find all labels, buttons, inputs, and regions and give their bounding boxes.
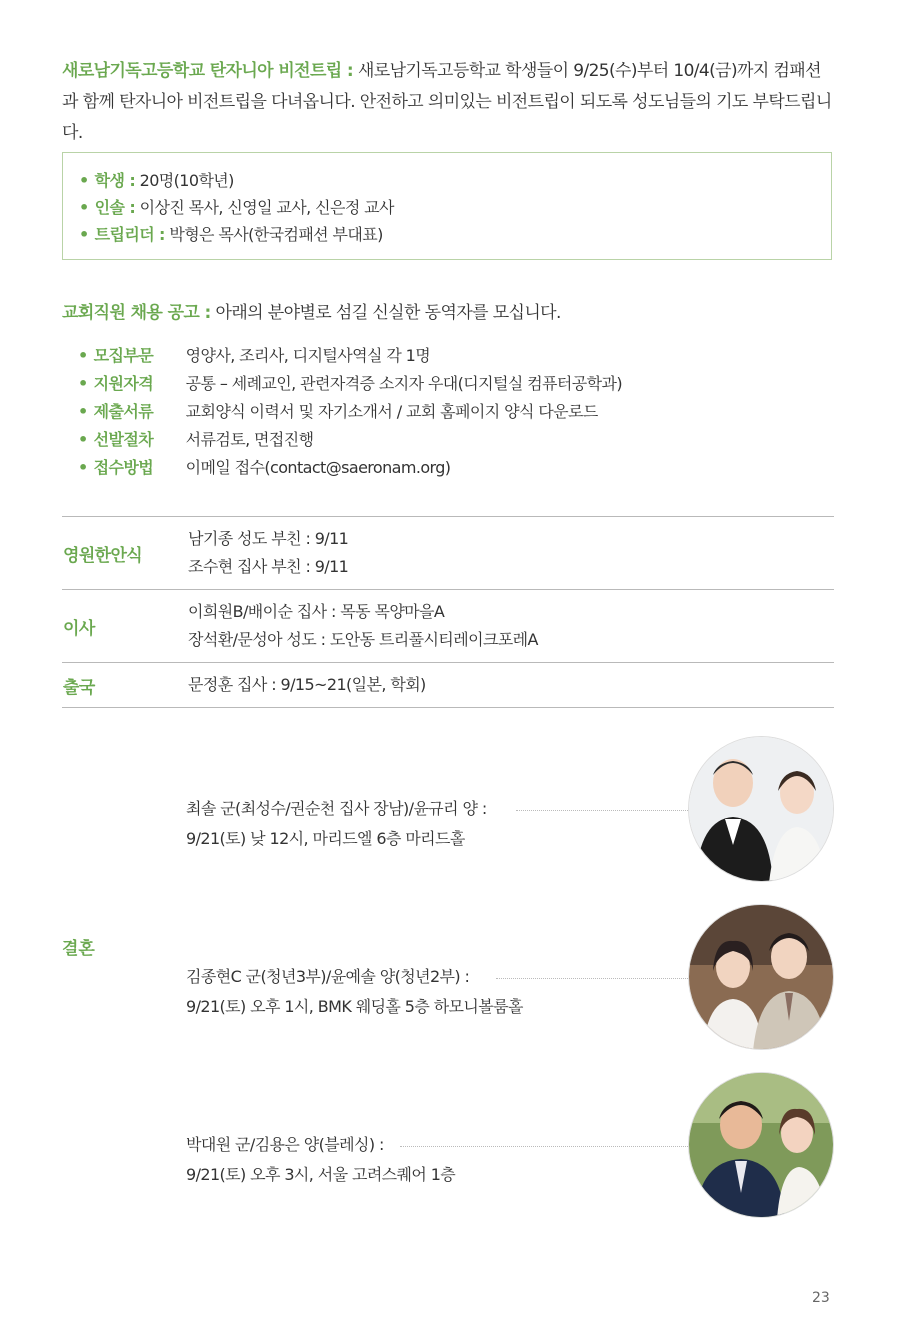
job-detail-label: 선발절차 <box>93 430 154 449</box>
wedding-item <box>186 904 834 1054</box>
wedding-label: 결혼 <box>62 939 95 959</box>
couple-photo <box>688 736 834 882</box>
job-detail-row: • 제출서류 교회양식 이력서 및 자기소개서 / 교회 홈페이지 양식 다운로드 <box>78 398 622 426</box>
trip-info-box <box>62 152 832 260</box>
trip-info-label: 트립리더 : <box>94 225 165 244</box>
job-detail-row: • 지원자격 공통 – 세례교인, 관련자격증 소지자 우대(디지털실 컴퓨터공학과) <box>78 370 622 398</box>
news-line: 장석환/문성아 성도 : 도안동 트리풀시티레이크포레A <box>188 630 538 649</box>
job-detail-label: 접수방법 <box>93 458 154 477</box>
wedding-schedule: 9/21(토) 낮 12시, 마리드엘 6층 마리드홀 <box>186 829 465 848</box>
job-detail-value: 교회양식 이력서 및 자기소개서 / 교회 홈페이지 양식 다운로드 <box>185 402 598 421</box>
wedding-couple: 박대원 군/김용은 양(블레싱) : <box>186 1135 384 1154</box>
dotted-leader <box>516 810 688 811</box>
news-row <box>62 590 834 663</box>
news-category: 이사 <box>62 590 188 663</box>
news-category: 출국 <box>62 663 188 708</box>
job-announcement-title <box>62 298 561 323</box>
news-category: 영원한안식 <box>62 517 188 590</box>
dotted-leader <box>496 978 688 979</box>
trip-announcement <box>62 56 834 149</box>
job-details-list <box>78 342 622 482</box>
wedding-schedule: 9/21(토) 오후 1시, BMK 웨딩홀 5층 하모니볼룸홀 <box>186 997 523 1016</box>
couple-photo <box>688 904 834 1050</box>
job-text: 아래의 분야별로 섬길 신실한 동역자를 모십니다. <box>210 303 561 323</box>
job-detail-label: 제출서류 <box>93 402 154 421</box>
news-line: 이희원B/배이순 집사 : 목동 목양마을A <box>188 602 445 621</box>
wedding-item <box>186 736 834 886</box>
trip-info-value: 20명(10학년) <box>139 171 234 190</box>
trip-info-label: 학생 : <box>94 171 136 190</box>
trip-text: 새로남기독고등학교 학생들이 9/25(수)부터 10/4(금)까지 컴패션과 함께 탄자니아 비전트립을 다녀옵니다. 안전하고 의미있는 비전트립이 되도록 성도님들의 기도 부탁드립니다. <box>62 61 832 143</box>
trip-info-row: • 학생 : 20명(10학년) <box>79 171 234 190</box>
trip-info-row: • 인솔 : 이상진 목사, 신영일 교사, 신은정 교사 <box>79 198 394 217</box>
page-number: 23 <box>812 1290 830 1306</box>
trip-info-row: • 트립리더 : 박형은 목사(한국컴패션 부대표) <box>79 225 383 244</box>
wedding-item <box>186 1072 834 1222</box>
news-row <box>62 517 834 590</box>
job-detail-row: • 접수방법 이메일 접수(contact@saeronam.org) <box>78 454 622 482</box>
wedding-couple: 최솔 군(최성수/권순천 집사 장남)/윤규리 양 : <box>186 799 487 818</box>
news-line: 문정훈 집사 : 9/15~21(일본, 학회) <box>188 675 426 694</box>
job-detail-value: 이메일 접수(contact@saeronam.org) <box>185 458 451 477</box>
job-heading: 교회직원 채용 공고 : <box>62 303 211 323</box>
trip-info-label: 인솔 : <box>94 198 136 217</box>
job-detail-label: 지원자격 <box>93 374 154 393</box>
news-row <box>62 663 834 708</box>
job-detail-value: 영양사, 조리사, 디지털사역실 각 1명 <box>185 346 431 365</box>
job-detail-row: • 선발절차 서류검토, 면접진행 <box>78 426 622 454</box>
trip-info-value: 박형은 목사(한국컴패션 부대표) <box>169 225 383 244</box>
trip-heading: 새로남기독고등학교 탄자니아 비전트립 : <box>62 61 354 81</box>
job-detail-value: 공통 – 세례교인, 관련자격증 소지자 우대(디지털실 컴퓨터공학과) <box>185 374 622 393</box>
trip-info-value: 이상진 목사, 신영일 교사, 신은정 교사 <box>139 198 394 217</box>
news-line: 조수현 집사 부친 : 9/11 <box>188 557 349 576</box>
wedding-couple: 김종현C 군(청년3부)/윤예솔 양(청년2부) : <box>186 967 470 986</box>
church-news-table <box>62 516 834 708</box>
job-detail-row: • 모집부문 영양사, 조리사, 디지털사역실 각 1명 <box>78 342 622 370</box>
job-detail-value: 서류검토, 면접진행 <box>185 430 314 449</box>
wedding-schedule: 9/21(토) 오후 3시, 서울 고려스퀘어 1층 <box>186 1165 456 1184</box>
couple-photo <box>688 1072 834 1218</box>
job-detail-label: 모집부문 <box>93 346 154 365</box>
dotted-leader <box>400 1146 688 1147</box>
news-line: 남기종 성도 부친 : 9/11 <box>188 529 349 548</box>
